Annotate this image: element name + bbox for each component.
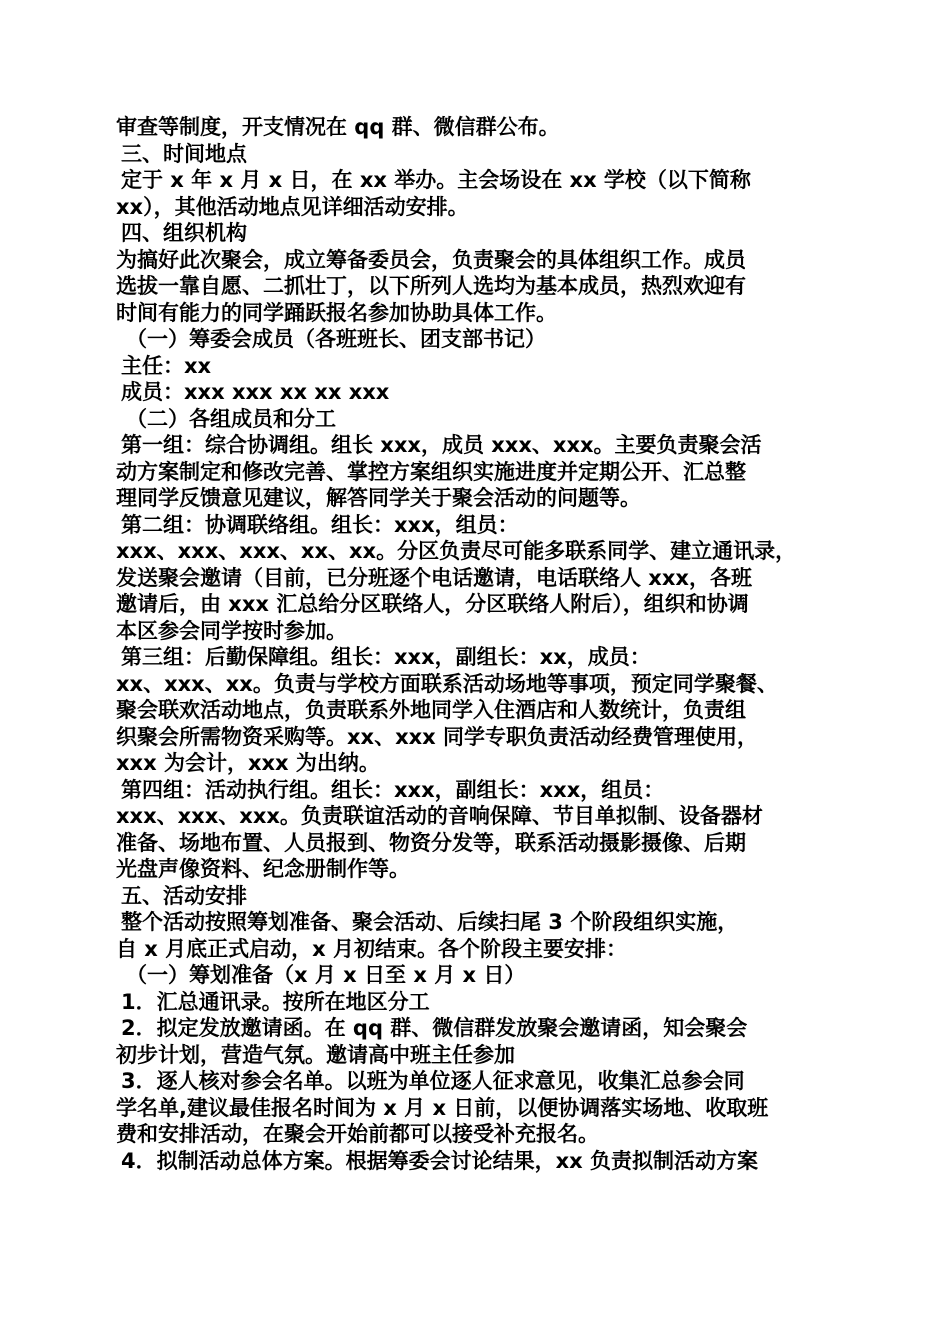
list-item: 4．拟制活动总体方案。根据筹委会讨论结果，xx 负责拟制活动方案 [121,1148,759,1173]
section-heading: 四、组织机构 [121,221,247,245]
text-line: 本区参会同学按时参加。 [116,618,347,643]
text-line: 发送聚会邀请（目前，已分班逐个电话邀请，电话联络人 xxx，各班 [116,565,752,590]
text-line: 准备、场地布置、人员报到、物资分发等，联系活动摄影摄像、后期 [116,830,746,855]
text-line: 审查等制度，开支情况在 qq 群、微信群公布。 [116,115,560,139]
text-line: 动方案制定和修改完善、掌控方案组织实施进度并定期公开、汇总整 [116,459,746,484]
text-line: 成员：xxx xxx xx xx xxx [121,380,390,404]
text-line: 第二组：协调联络组。组长：xxx，组员： [121,512,519,537]
text-line: xxx、xxx、xxx。负责联谊活动的音响保障、节目单拟制、设备器材 [116,804,763,828]
text-line: 时间有能力的同学踊跃报名参加协助具体工作。 [116,300,557,325]
text-line: 为搞好此次聚会，成立筹备委员会，负责聚会的具体组织工作。成员 [116,247,746,272]
section-heading: 五、活动安排 [121,883,247,908]
document-body [116,114,838,1174]
text-line: 光盘声像资料、纪念册制作等。 [116,857,410,881]
text-line: 自 x 月底正式启动，x 月初结束。各个阶段主要安排： [116,936,628,961]
list-item: 2．拟定发放邀请函。在 qq 群、微信群发放聚会邀请函，知会聚会 [121,1016,748,1040]
text-line: 聚会联欢活动地点，负责联系外地同学入住酒店和人数统计，负责组 [116,698,746,722]
text-line: 第一组：综合协调组。组长 xxx，成员 xxx、xxx。主要负责聚会活 [121,433,762,457]
section-heading: 三、时间地点 [121,141,247,166]
text-line: xxx 为会计，xxx 为出纳。 [116,751,380,775]
text-line: 理同学反馈意见建议，解答同学关于聚会活动的问题等。 [116,486,641,510]
text-line: 选拔一靠自愿、二抓壮丁，以下所列人选均为基本成员，热烈欢迎有 [116,274,746,298]
text-line: xx），其他活动地点见详细活动安排。 [116,194,469,219]
text-line: 定于 x 年 x 月 x 日，在 xx 举办。主会场设在 xx 学校（以下简称 [121,168,751,192]
text-line: 织聚会所需物资采购等。xx、xxx 同学专职负责活动经费管理使用， [116,724,759,749]
text-line: 主任：xx [121,353,212,378]
text-line: xx、xxx、xx。负责与学校方面联系活动场地等事项，预定同学聚餐、 [116,671,778,696]
subsection-heading: （一）筹划准备（x 月 x 日至 x 月 x 日） [126,963,526,987]
list-item: 1．汇总通讯录。按所在地区分工 [121,989,430,1014]
text-line: 第四组：活动执行组。组长：xxx，副组长：xxx，组员： [121,777,665,802]
text-line: 整个活动按照筹划准备、聚会活动、后续扫尾 3 个阶段组织实施， [121,910,739,934]
text-line: 学名单,建议最佳报名时间为 x 月 x 日前，以便协调落实场地、收取班 [116,1095,769,1120]
text-line: 第三组：后勤保障组。组长：xxx，副组长：xx，成员： [121,645,651,669]
text-line: 费和安排活动，在聚会开始前都可以接受补充报名。 [116,1122,599,1146]
subsection-heading: （一）筹委会成员（各班班长、团支部书记） [126,327,546,351]
subsection-heading: （二）各组成员和分工 [126,406,336,431]
text-line: 邀请后，由 xxx 汇总给分区联络人，分区联络人附后），组织和协调 [116,592,749,616]
text-line: 初步计划，营造气氛。邀请高中班主任参加 [116,1042,515,1067]
list-item: 3．逐人核对参会名单。以班为单位逐人征求意见，收集汇总参会同 [121,1069,745,1093]
text-line: xxx、xxx、xxx、xx、xx。分区负责尽可能多联系同学、建立通讯录， [116,539,797,563]
